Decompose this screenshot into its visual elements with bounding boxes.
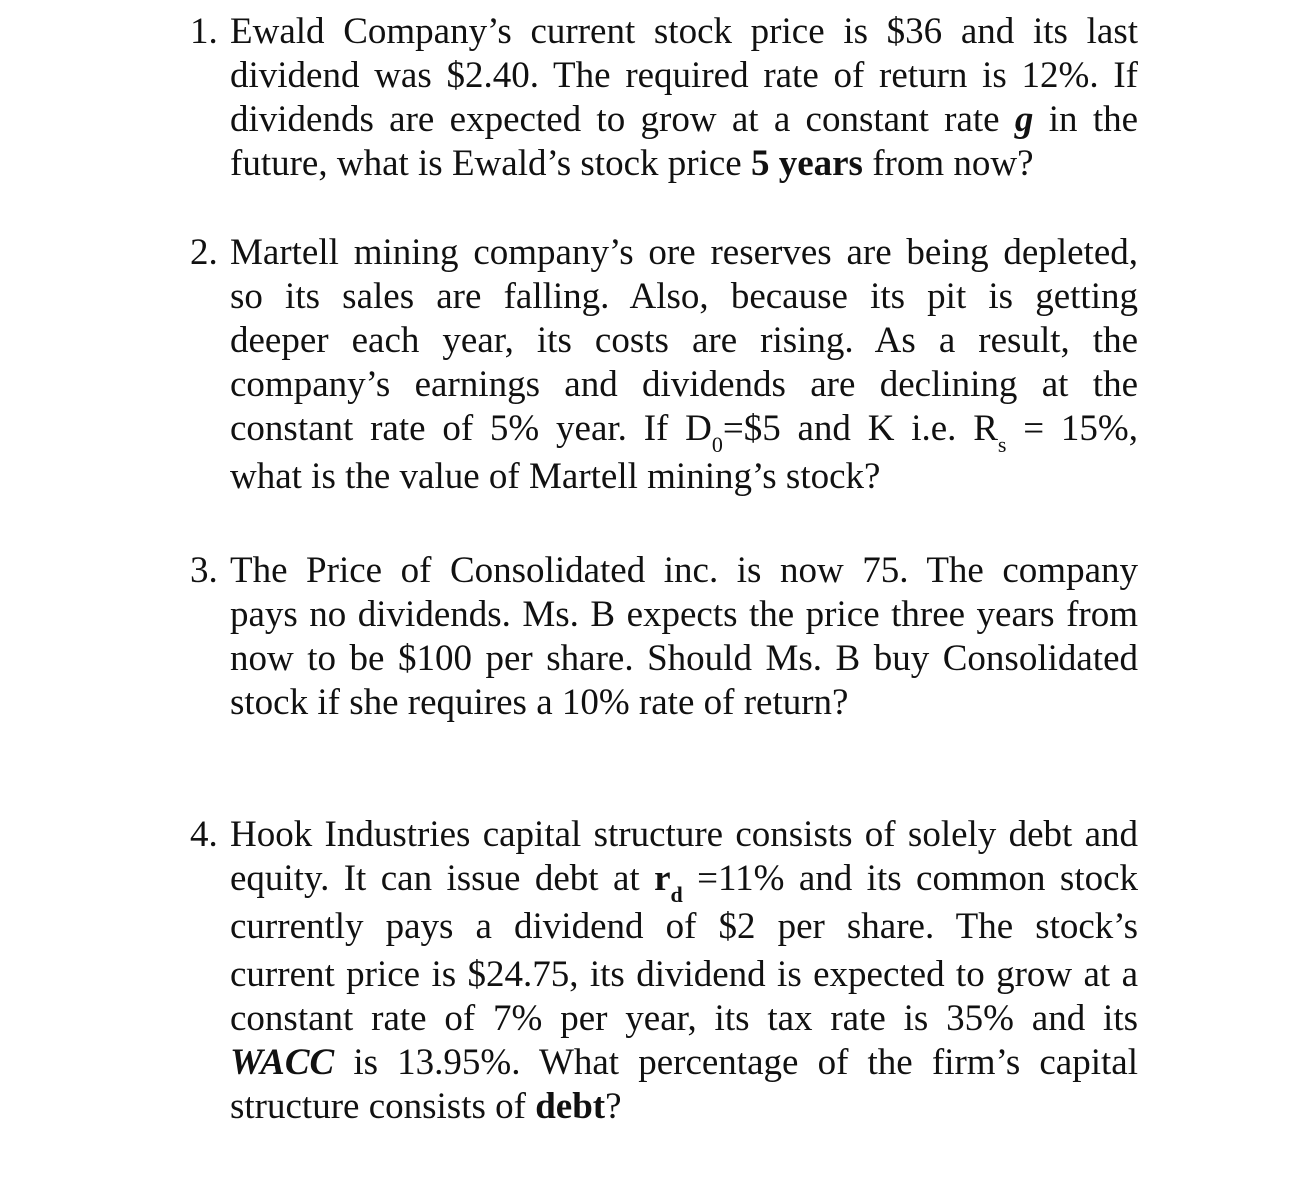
question-4: [190, 813, 1138, 1129]
question-3: [190, 549, 1138, 725]
wacc-term: WACC: [230, 1042, 335, 1083]
growth-variable: g: [1014, 99, 1034, 140]
question-text: [230, 549, 1138, 725]
question-text: [230, 10, 1138, 186]
text-line: structure consists of debt?: [230, 1086, 622, 1127]
question-text: [230, 813, 1138, 1129]
text-line: current price is $24.75, its dividend is expected to grow at a: [230, 954, 1138, 995]
text-line: Ewald Company’s current stock price is $36 and its last: [230, 11, 1138, 52]
text-line: stock if she requires a 10% rate of return?: [230, 682, 849, 723]
rate-symbol: $r_d$: [654, 858, 683, 907]
question-number: 4.: [190, 814, 218, 855]
question-number: 3.: [190, 550, 218, 591]
text-line: equity. It can issue debt at $r_d =11\%$ and its common stock: [230, 858, 1139, 907]
text-line: Hook Industries capital structure consists of solely debt and: [230, 814, 1138, 855]
subscript-s: s: [997, 432, 1007, 457]
text-line: Martell mining company’s ore reserves are being depleted,: [230, 232, 1138, 273]
question-number: 2.: [190, 232, 218, 273]
subscript-0: 0: [711, 432, 723, 457]
emphasis-debt: debt: [535, 1086, 606, 1127]
question-2: [190, 231, 1138, 503]
subscript-d: d: [670, 882, 683, 907]
text-line: WACC is 13.95%. What percentage of the firm’s capital: [230, 1042, 1138, 1083]
text-line: currently pays a dividend of $2 per share. The stock’s: [230, 906, 1138, 947]
text-line: constant rate of 5% year. If $D_0=\$5$ and K i.e. $R_s = 15\%$,: [230, 408, 1138, 457]
text-line: company’s earnings and dividends are declining at the: [230, 364, 1138, 405]
emphasis-years: 5 years: [750, 143, 863, 184]
text-line: dividends are expected to grow at a constant rate g in the: [230, 99, 1139, 140]
text-line: constant rate of 7% per year, its tax rate is 35% and its: [230, 998, 1138, 1039]
question-text: [230, 231, 1138, 503]
text-line: what is the value of Martell mining’s stock?: [230, 456, 881, 497]
text-line: now to be $100 per share. Should Ms. B buy Consolidated: [230, 638, 1138, 679]
text-line: deeper each year, its costs are rising. As a result, the: [230, 320, 1138, 361]
text-line: future, what is Ewald’s stock price 5 years from now?: [230, 143, 1034, 184]
text-line: The Price of Consolidated inc. is now 75. The company: [230, 550, 1138, 591]
question-1: [190, 10, 1138, 186]
text-line: so its sales are falling. Also, because its pit is getting: [230, 276, 1138, 317]
text-line: pays no dividends. Ms. B expects the price three years from: [230, 594, 1138, 635]
text-line: dividend was $2.40. The required rate of return is 12%. If: [230, 55, 1138, 96]
question-number: 1.: [190, 11, 218, 52]
